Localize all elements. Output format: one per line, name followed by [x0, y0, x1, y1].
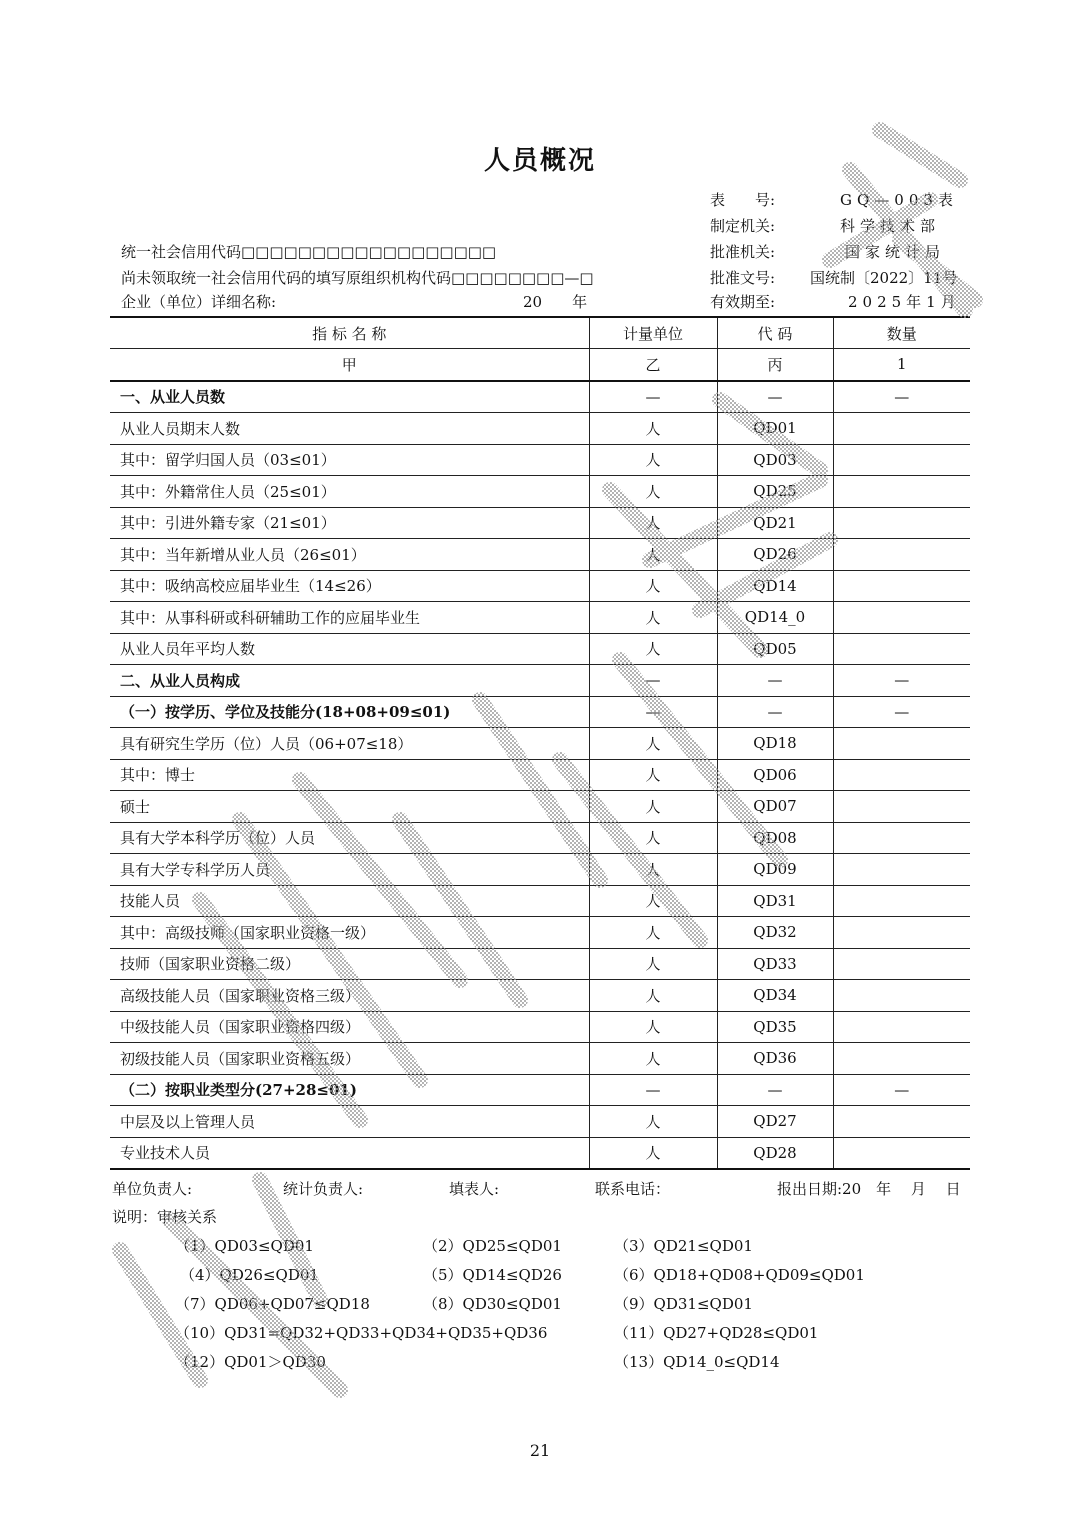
audit-rule: （4）QD26≤QD01 — [180, 1266, 319, 1284]
table-row — [110, 1137, 970, 1169]
indicator-code: QD33 — [717, 948, 833, 980]
column-header-quantity: 数量 — [833, 317, 970, 349]
indicator-code: QD32 — [717, 917, 833, 949]
meta-value-approver: 国家统计局 — [845, 243, 946, 261]
indicator-name: 其中：留学归国人员（03≤01） — [110, 444, 589, 476]
quantity-cell[interactable]: — — [833, 381, 970, 413]
indicator-name: 其中：当年新增从业人员（26≤01） — [110, 539, 589, 571]
measure-unit: 人 — [589, 413, 717, 445]
quantity-cell[interactable] — [833, 444, 970, 476]
audit-rule: （1）QD03≤QD01 — [175, 1237, 314, 1255]
year-field: 20 年 — [523, 293, 588, 311]
quantity-cell[interactable] — [833, 570, 970, 602]
measure-unit: 人 — [589, 602, 717, 634]
quantity-cell[interactable] — [833, 1137, 970, 1169]
indicator-name: 硕士 — [110, 791, 589, 823]
meta-value-approval-no: 国统制〔2022〕11号 — [810, 269, 958, 287]
measure-unit: — — [589, 1074, 717, 1106]
subheader-yi: 乙 — [589, 349, 717, 381]
indicator-code: QD35 — [717, 1011, 833, 1043]
measure-unit: 人 — [589, 948, 717, 980]
filler-label: 填表人: — [449, 1180, 500, 1198]
indicator-name: 具有大学专科学历人员 — [110, 854, 589, 886]
measure-unit: — — [589, 381, 717, 413]
table-row — [110, 665, 970, 697]
stat-head-label: 统计负责人: — [283, 1180, 364, 1198]
indicator-name: 技能人员 — [110, 885, 589, 917]
table-row — [110, 539, 970, 571]
indicator-code: QD05 — [717, 633, 833, 665]
indicator-code: QD14_0 — [717, 602, 833, 634]
meta-key-form-no: 表 号: — [710, 191, 776, 209]
quantity-cell[interactable] — [833, 917, 970, 949]
measure-unit: 人 — [589, 539, 717, 571]
measure-unit: 人 — [589, 570, 717, 602]
indicator-code: QD09 — [717, 854, 833, 886]
table-row — [110, 791, 970, 823]
indicator-name: 中级技能人员（国家职业资格四级） — [110, 1011, 589, 1043]
audit-rule: （8）QD30≤QD01 — [423, 1295, 562, 1313]
column-header-name: 指 标 名 称 — [110, 317, 589, 349]
quantity-cell[interactable] — [833, 1011, 970, 1043]
audit-rule: （7）QD06+QD07≤QD18 — [175, 1295, 370, 1313]
quantity-cell[interactable] — [833, 948, 970, 980]
indicator-code: QD14 — [717, 570, 833, 602]
quantity-cell[interactable]: — — [833, 1074, 970, 1106]
indicator-name: 从业人员年平均人数 — [110, 633, 589, 665]
page-number: 21 — [529, 1441, 551, 1460]
measure-unit: 人 — [589, 507, 717, 539]
personnel-table — [110, 316, 970, 1170]
quantity-cell[interactable] — [833, 1043, 970, 1075]
table-row — [110, 948, 970, 980]
indicator-name: 具有研究生学历（位）人员（06+07≤18） — [110, 728, 589, 760]
meta-key-approver: 批准机关: — [710, 243, 776, 261]
meta-key-issuer: 制定机关: — [710, 217, 776, 235]
quantity-cell[interactable] — [833, 539, 970, 571]
measure-unit: 人 — [589, 917, 717, 949]
audit-rule: （11）QD27+QD28≤QD01 — [614, 1324, 819, 1342]
indicator-code: QD36 — [717, 1043, 833, 1075]
measure-unit: 人 — [589, 476, 717, 508]
measure-unit: 人 — [589, 791, 717, 823]
quantity-cell[interactable] — [833, 507, 970, 539]
indicator-code: — — [717, 665, 833, 697]
table-header-row — [110, 317, 970, 349]
indicator-code: QD28 — [717, 1137, 833, 1169]
quantity-cell[interactable] — [833, 633, 970, 665]
indicator-code: QD01 — [717, 413, 833, 445]
table-row — [110, 381, 970, 413]
indicator-name: 其中：外籍常住人员（25≤01） — [110, 476, 589, 508]
measure-unit: 人 — [589, 728, 717, 760]
subheader-jia: 甲 — [110, 349, 589, 381]
measure-unit: 人 — [589, 1106, 717, 1138]
measure-unit: 人 — [589, 885, 717, 917]
measure-unit: 人 — [589, 1043, 717, 1075]
table-row — [110, 1043, 970, 1075]
measure-unit: — — [589, 696, 717, 728]
indicator-name: 其中：吸纳高校应届毕业生（14≤26） — [110, 570, 589, 602]
meta-value-issuer: 科学技术部 — [840, 217, 941, 235]
indicator-code: — — [717, 381, 833, 413]
table-row — [110, 917, 970, 949]
measure-unit: 人 — [589, 822, 717, 854]
meta-value-valid-until: 2025年1月 — [848, 293, 961, 311]
column-header-code: 代 码 — [717, 317, 833, 349]
indicator-name: 其中：博士 — [110, 759, 589, 791]
phone-label: 联系电话： — [595, 1180, 671, 1198]
measure-unit: 人 — [589, 1011, 717, 1043]
audit-rule: （6）QD18+QD08+QD09≤QD01 — [614, 1266, 865, 1284]
quantity-cell[interactable] — [833, 1106, 970, 1138]
quantity-cell[interactable] — [833, 413, 970, 445]
audit-rule: （2）QD25≤QD01 — [423, 1237, 562, 1255]
unit-name-line: 企业（单位）详细名称: — [121, 293, 277, 311]
measure-unit: 人 — [589, 1137, 717, 1169]
report-date-label: 报出日期:20 年 月 日 — [777, 1180, 961, 1198]
notes-heading: 说明：审核关系 — [112, 1208, 218, 1226]
quantity-cell[interactable] — [833, 602, 970, 634]
indicator-code: QD34 — [717, 980, 833, 1012]
quantity-cell[interactable]: — — [833, 665, 970, 697]
table-row — [110, 633, 970, 665]
quantity-cell[interactable] — [833, 791, 970, 823]
indicator-code: QD25 — [717, 476, 833, 508]
table-row — [110, 476, 970, 508]
indicator-name: 其中：从事科研或科研辅助工作的应届毕业生 — [110, 602, 589, 634]
measure-unit: 人 — [589, 759, 717, 791]
indicator-code: QD21 — [717, 507, 833, 539]
table-subheader-row — [110, 349, 970, 381]
meta-key-valid-until: 有效期至: — [710, 293, 776, 311]
table-row — [110, 696, 970, 728]
subheader-1: 1 — [833, 349, 970, 381]
table-row — [110, 854, 970, 886]
indicator-code: QD06 — [717, 759, 833, 791]
indicator-code: QD03 — [717, 444, 833, 476]
indicator-code: QD07 — [717, 791, 833, 823]
measure-unit: — — [589, 665, 717, 697]
table-row — [110, 759, 970, 791]
table-row — [110, 602, 970, 634]
table-row — [110, 885, 970, 917]
indicator-name: 技师（国家职业资格二级） — [110, 948, 589, 980]
indicator-name: （二）按职业类型分(27+28≤01) — [110, 1074, 589, 1106]
indicator-name: 从业人员期末人数 — [110, 413, 589, 445]
quantity-cell[interactable] — [833, 854, 970, 886]
audit-rule: （3）QD21≤QD01 — [614, 1237, 753, 1255]
audit-rule: （5）QD14≤QD26 — [423, 1266, 562, 1284]
quantity-cell[interactable] — [833, 980, 970, 1012]
quantity-cell[interactable] — [833, 885, 970, 917]
table-row — [110, 444, 970, 476]
meta-value-form-no: GQ—003表 — [840, 191, 958, 209]
indicator-code: — — [717, 1074, 833, 1106]
column-header-unit: 计量单位 — [589, 317, 717, 349]
indicator-name: 一、从业人员数 — [110, 381, 589, 413]
audit-rule: （12）QD01＞QD30 — [175, 1353, 326, 1371]
indicator-name: 初级技能人员（国家职业资格五级） — [110, 1043, 589, 1075]
quantity-cell[interactable] — [833, 728, 970, 760]
credit-code-line: 统一社会信用代码□□□□□□□□□□□□□□□□□□ — [121, 243, 497, 261]
quantity-cell[interactable] — [833, 822, 970, 854]
table-row — [110, 980, 970, 1012]
indicator-name: （一）按学历、学位及技能分(18+08+09≤01) — [110, 696, 589, 728]
measure-unit: 人 — [589, 633, 717, 665]
table-row — [110, 413, 970, 445]
indicator-name: 具有大学本科学历（位）人员 — [110, 822, 589, 854]
table-row — [110, 1106, 970, 1138]
subheader-bing: 丙 — [717, 349, 833, 381]
measure-unit: 人 — [589, 854, 717, 886]
quantity-cell[interactable] — [833, 476, 970, 508]
measure-unit: 人 — [589, 980, 717, 1012]
indicator-code: QD31 — [717, 885, 833, 917]
table-row — [110, 1074, 970, 1106]
indicator-name: 其中：高级技师（国家职业资格一级） — [110, 917, 589, 949]
indicator-name: 其中：引进外籍专家（21≤01） — [110, 507, 589, 539]
indicator-code: QD26 — [717, 539, 833, 571]
indicator-code: QD08 — [717, 822, 833, 854]
audit-rule: （9）QD31≤QD01 — [614, 1295, 753, 1313]
table-row — [110, 570, 970, 602]
quantity-cell[interactable] — [833, 759, 970, 791]
table-row — [110, 728, 970, 760]
indicator-code: QD18 — [717, 728, 833, 760]
audit-rule: （10）QD31=QD32+QD33+QD34+QD35+QD36 — [175, 1324, 548, 1342]
page-title: 人员概况 — [483, 146, 596, 176]
audit-rule: （13）QD14_0≤QD14 — [614, 1353, 780, 1371]
indicator-name: 二、从业人员构成 — [110, 665, 589, 697]
indicator-name: 高级技能人员（国家职业资格三级） — [110, 980, 589, 1012]
indicator-code: QD27 — [717, 1106, 833, 1138]
org-code-line: 尚未领取统一社会信用代码的填写原组织机构代码□□□□□□□□—□ — [121, 269, 594, 287]
table-row — [110, 822, 970, 854]
indicator-name: 中层及以上管理人员 — [110, 1106, 589, 1138]
measure-unit: 人 — [589, 444, 717, 476]
indicator-name: 专业技术人员 — [110, 1137, 589, 1169]
indicator-code: — — [717, 696, 833, 728]
quantity-cell[interactable]: — — [833, 696, 970, 728]
table-row — [110, 507, 970, 539]
table-row — [110, 1011, 970, 1043]
unit-head-label: 单位负责人: — [112, 1180, 193, 1198]
meta-key-approval-no: 批准文号: — [710, 269, 776, 287]
